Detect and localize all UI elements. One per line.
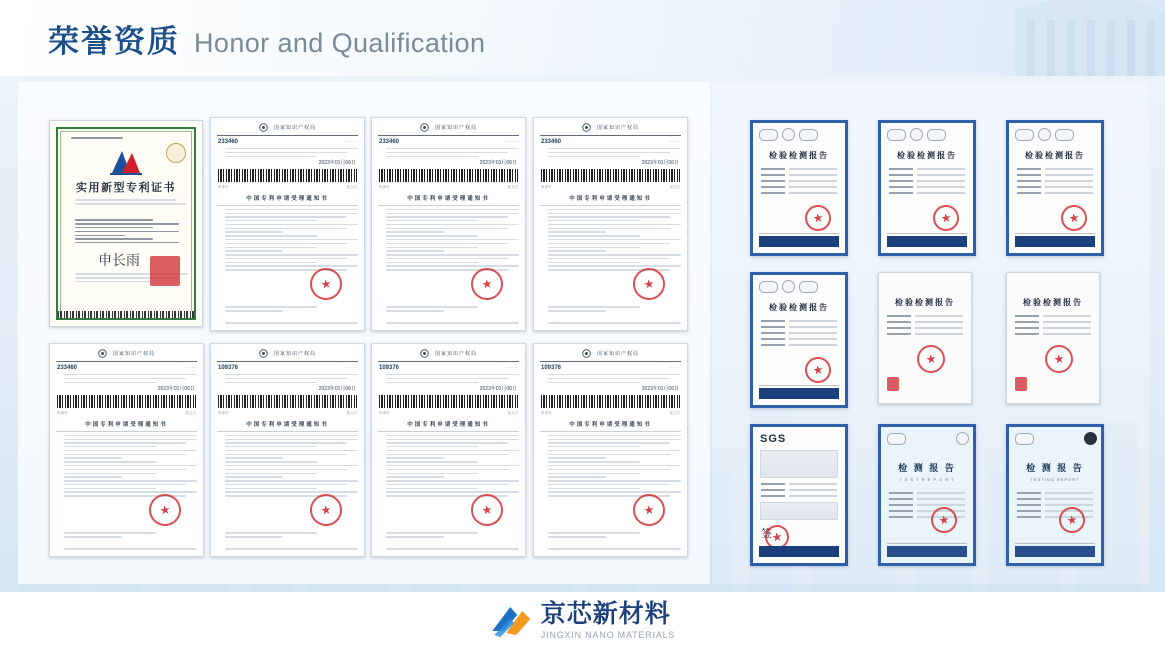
emblem-icon [582, 123, 591, 132]
lab-logo-icon [1084, 432, 1097, 445]
official-red-stamp [150, 256, 180, 286]
report-footer-band [759, 236, 839, 247]
accreditation-logos [887, 128, 973, 141]
doc-date: 2023年01月06日 [641, 160, 679, 167]
doc-title: 国家知识产权局 [434, 351, 477, 357]
certificate-patent-7[interactable]: 国家知识产权局 109376 －－－ 2023年01月06日 申请号 发文日 中国专利申请受理通知书 ★ [371, 343, 526, 557]
doc-date: 2023年01月06日 [641, 386, 679, 393]
emblem-icon [582, 349, 591, 358]
doc-header [372, 349, 525, 358]
logo-mark-icon [490, 601, 532, 641]
cert-header-line [71, 137, 123, 138]
accreditation-logos [1015, 128, 1101, 141]
doc-title: 国家知识产权局 [596, 351, 639, 357]
certificate-report-8[interactable] [878, 424, 976, 566]
doc-title: 国家知识产权局 [596, 125, 639, 131]
doc-section-title: 中国专利申请受理通知书 [569, 422, 652, 429]
official-red-stamp [308, 266, 344, 302]
certificate-report-6[interactable] [1006, 272, 1100, 404]
doc-number: 233460 [541, 139, 562, 145]
doc-date: 2023年01月06日 [157, 386, 195, 393]
cma-logo-icon [759, 281, 778, 293]
doc-number: 109376 [541, 365, 562, 371]
doc-number: 233460 [379, 139, 400, 145]
doc-header [534, 349, 687, 358]
certificate-report-9[interactable] [1006, 424, 1104, 566]
cma-logo-icon [759, 129, 778, 141]
doc-barcode [541, 169, 680, 182]
accreditation-logos [1015, 432, 1101, 445]
certificate-barcode [58, 311, 194, 318]
accreditation-logos [887, 432, 973, 445]
report-footer-band [887, 546, 967, 557]
certificate-patent-4[interactable]: 国家知识产权局 233460 －－－ 2023年01月06日 申请号 发文日 中国专利申请受理通知书 ★ [533, 117, 688, 331]
official-red-stamp [469, 492, 505, 528]
official-red-stamp [308, 492, 344, 528]
report-footer-band [1015, 546, 1095, 557]
doc-barcode [541, 395, 680, 408]
official-red-stamp [147, 492, 183, 528]
doc-title: 国家知识产权局 [434, 125, 477, 131]
report-title: 检验检测报告 [897, 151, 957, 160]
cnas-logo-icon [1038, 128, 1051, 141]
doc-barcode [379, 395, 518, 408]
doc-header [372, 123, 525, 132]
cnas-logo-icon [910, 128, 923, 141]
cnas-logo-icon [1015, 433, 1034, 445]
certificate-patent-5[interactable]: 国家知识产权局 233460 －－－ 2023年01月06日 申请号 发文日 中国专利申请受理通知书 ★ [49, 343, 204, 557]
report-subtitle: TESTING REPORT [1030, 477, 1080, 482]
slide-footer [0, 592, 1165, 660]
patent-panel-label [18, 82, 19, 83]
certificate-report-2[interactable] [878, 120, 976, 256]
emblem-icon [98, 349, 107, 358]
doc-section-title: 中国专利申请受理通知书 [246, 422, 329, 429]
certificate-patent-8[interactable]: 国家知识产权局 109376 －－－ 2023年01月06日 申请号 发文日 中国专利申请受理通知书 ★ [533, 343, 688, 557]
report-title: 检验检测报告 [769, 303, 829, 312]
corner-red-stamp [887, 377, 899, 391]
doc-number: 109376 [218, 365, 239, 371]
certificate-report-4[interactable] [750, 272, 848, 408]
report-title: 检 测 报 告 [898, 463, 956, 473]
ilac-logo-icon [799, 281, 818, 293]
page-title [48, 16, 485, 61]
doc-header [211, 349, 364, 358]
official-red-stamp [1059, 203, 1088, 232]
cnas-logo-icon [782, 280, 795, 293]
accreditation-logos [759, 128, 845, 141]
doc-date: 2023年01月06日 [318, 386, 356, 393]
doc-barcode [57, 395, 196, 408]
doc-date: 2023年01月06日 [479, 160, 517, 167]
emblem-icon [259, 123, 268, 132]
official-red-stamp [631, 266, 667, 302]
doc-title: 国家知识产权局 [273, 125, 316, 131]
building-decoration-icon [865, 0, 1165, 76]
report-sample-photo [760, 450, 838, 478]
emblem-icon [420, 123, 429, 132]
doc-title: 国家知识产权局 [112, 351, 155, 357]
report-panel-label [712, 82, 713, 83]
doc-date: 2023年01月06日 [318, 160, 356, 167]
certificate-report-7-sgs[interactable] [750, 424, 848, 566]
certificate-title: 实用新型专利证书 [76, 182, 176, 194]
slide-header [0, 0, 1165, 76]
patent-emblem-icon [108, 147, 144, 177]
report-title: 检验检测报告 [769, 151, 829, 160]
official-red-stamp [1043, 343, 1075, 375]
gold-seal-icon [166, 143, 186, 163]
doc-section-title: 中国专利申请受理通知书 [569, 196, 652, 203]
report-footer-band [759, 546, 839, 557]
cma-logo-icon [887, 129, 906, 141]
cnas-logo-icon [782, 128, 795, 141]
doc-section-title: 中国专利申请受理通知书 [85, 422, 168, 429]
page-title-cn: 荣誉资质 [48, 24, 180, 59]
report-subtitle: T E S T R E P O R T [899, 477, 955, 482]
doc-header [211, 123, 364, 132]
certificate-utility-model-patent[interactable] [49, 120, 203, 327]
accreditation-logos [759, 280, 845, 293]
page-title-en: Honor and Qualification [194, 28, 486, 58]
report-title: 检验检测报告 [1025, 151, 1085, 160]
doc-barcode [218, 169, 357, 182]
doc-date: 2023年01月06日 [479, 386, 517, 393]
ilac-logo-icon [1055, 129, 1074, 141]
certificate-patent-6[interactable]: 国家知识产权局 109376 －－－ 2023年01月06日 申请号 发文日 中国专利申请受理通知书 ★ [210, 343, 365, 557]
doc-number: 233460 [57, 365, 78, 371]
lab-logo-icon [956, 432, 969, 445]
certificate-report-3[interactable] [1006, 120, 1104, 256]
certificate-report-5[interactable] [878, 272, 972, 404]
doc-section-title: 中国专利申请受理通知书 [407, 422, 490, 429]
report-title: 检验检测报告 [1023, 298, 1083, 307]
emblem-icon [420, 349, 429, 358]
sgs-logo: SGS [760, 433, 787, 445]
official-red-stamp [469, 266, 505, 302]
certificate-patent-2[interactable]: 国家知识产权局 233460 －－－ 2023年01月06日 申请号 发文日 中国专利申请受理通知书 ★ [210, 117, 365, 331]
doc-section-title: 中国专利申请受理通知书 [246, 196, 329, 203]
certificate-report-1[interactable] [750, 120, 848, 256]
doc-number: 233460 [218, 139, 239, 145]
certificate-signature: 申长雨 [98, 254, 140, 269]
report-signature: 签 [761, 528, 772, 540]
official-red-stamp [931, 203, 960, 232]
official-red-stamp [631, 492, 667, 528]
emblem-icon [259, 349, 268, 358]
doc-header [50, 349, 203, 358]
report-title: 检 测 报 告 [1026, 463, 1084, 473]
logo-text-en: JINGXIN NANO MATERIALS [540, 630, 676, 640]
doc-barcode [379, 169, 518, 182]
report-sample-photo-2 [760, 502, 838, 520]
cma-logo-icon [1015, 129, 1034, 141]
report-footer-band [759, 388, 839, 399]
company-logo [490, 601, 675, 641]
doc-title: 国家知识产权局 [273, 351, 316, 357]
ilac-logo-icon [927, 129, 946, 141]
certificate-patent-3[interactable]: 国家知识产权局 233460 －－－ 2023年01月06日 申请号 发文日 中国专利申请受理通知书 ★ [371, 117, 526, 331]
doc-header [534, 123, 687, 132]
logo-text-cn: 京芯新材料 [540, 600, 671, 628]
report-footer-band [887, 236, 967, 247]
report-footer-band [1015, 236, 1095, 247]
doc-barcode [218, 395, 357, 408]
official-red-stamp [803, 203, 832, 232]
cnas-logo-icon [887, 433, 906, 445]
report-title: 检验检测报告 [895, 298, 955, 307]
doc-number: 109376 [379, 365, 400, 371]
corner-red-stamp [1015, 377, 1027, 391]
official-red-stamp [803, 355, 832, 384]
official-red-stamp [915, 343, 947, 375]
doc-section-title: 中国专利申请受理通知书 [407, 196, 490, 203]
ilac-logo-icon [799, 129, 818, 141]
